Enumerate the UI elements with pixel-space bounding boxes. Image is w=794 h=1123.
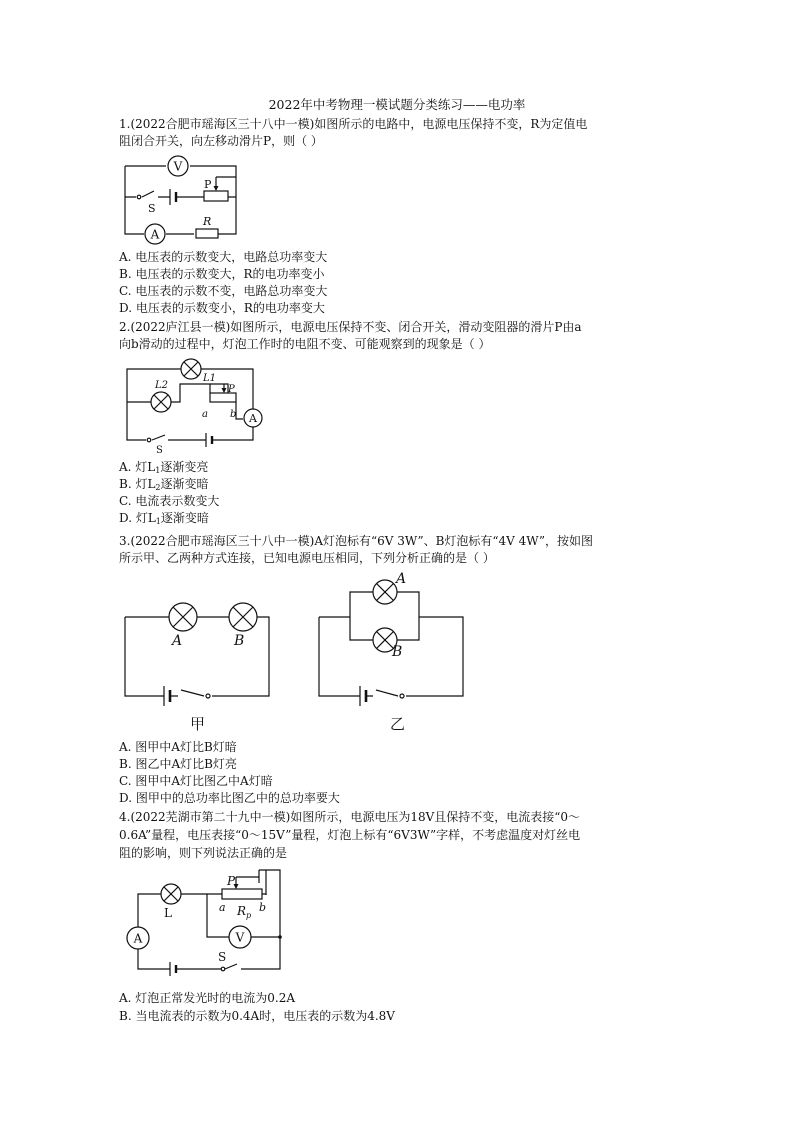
option-b: B. 电压表的示数变大，R的电功率变小 xyxy=(119,267,325,281)
svg-text:V: V xyxy=(173,159,183,174)
option-c: C. 电流表示数变大 xyxy=(119,494,220,508)
svg-text:A: A xyxy=(396,571,407,587)
svg-text:Rp: $R_p$ xyxy=(237,904,252,920)
option-c: C. 图甲中A灯比图乙中A灯暗 xyxy=(119,774,273,788)
svg-text:P: P xyxy=(204,178,212,191)
svg-text:L1: L1 xyxy=(203,373,217,384)
svg-text:b: b xyxy=(230,409,237,420)
circuit-diagram-1 xyxy=(118,150,248,245)
voltmeter-icon xyxy=(229,926,251,948)
caption-yi: 乙 xyxy=(390,715,406,733)
circuit-diagram-3-left xyxy=(118,595,278,733)
question-stem-line: 1.(2022合肥市瑶海区三十八中一模)如图所示的电路中，电源电压保持不变，R为定值电 xyxy=(119,117,588,131)
option-d: D. 电压表的示数变小，R的电功率变大 xyxy=(119,301,325,315)
question-stem-line: 0.6A”量程，电压表接“0～15V”量程，灯泡上标有“6V3W”字样，不考虑温度对灯丝电 xyxy=(119,828,581,842)
circuit-diagram-3-right xyxy=(312,572,472,732)
option-a: A. 灯$L_1$逐渐变亮 xyxy=(119,460,209,475)
svg-text:A: A xyxy=(172,633,183,649)
question-stem-line: 3.(2022合肥市瑶海区三十八中一模)A灯泡标有“6V 3W”、B灯泡标有“4V 4W”，按如图 xyxy=(119,534,593,548)
lamp-icon xyxy=(181,359,201,379)
svg-text:b: b xyxy=(259,901,267,914)
ammeter-icon xyxy=(127,927,149,949)
question-stem-line: 阻的影响，则下列说法正确的是 xyxy=(119,846,288,860)
voltmeter-icon xyxy=(168,156,188,176)
switch-icon xyxy=(206,694,210,698)
caption-jia: 甲 xyxy=(190,715,206,733)
option-c: C. 电压表的示数不变，电路总功率变大 xyxy=(119,284,328,298)
lamp-icon xyxy=(373,580,397,604)
switch-icon xyxy=(137,195,141,199)
svg-text:R: R xyxy=(203,215,212,228)
circuit-diagram-4 xyxy=(118,865,288,980)
page-title: 2022年中考物理一模试题分类练习——电功率 xyxy=(268,97,526,112)
svg-text:A: A xyxy=(133,931,143,946)
switch-icon xyxy=(147,438,151,442)
circuit-diagram-2 xyxy=(118,355,268,455)
option-b: B. 当电流表的示数为0.4A时，电压表的示数为4.8V xyxy=(119,1009,395,1023)
option-b: B. 灯$L_2$逐渐变暗 xyxy=(119,477,209,492)
lamp-icon xyxy=(151,392,171,412)
svg-text:A: A xyxy=(150,227,160,242)
option-d: D. 灯$L_1$逐渐变暗 xyxy=(119,511,209,526)
svg-text:S: S xyxy=(148,202,156,215)
svg-text:S: S xyxy=(156,445,163,456)
switch-icon xyxy=(221,967,225,971)
lamp-icon xyxy=(161,884,181,904)
lamp-icon xyxy=(169,603,197,631)
option-b: B. 图乙中A灯比B灯亮 xyxy=(119,757,237,771)
question-stem-line: 阻闭合开关，向左移动滑片P，则（ ） xyxy=(119,134,323,148)
lamp-icon xyxy=(229,603,257,631)
option-a: A. 电压表的示数变大，电路总功率变大 xyxy=(119,250,328,264)
ammeter-icon xyxy=(145,224,165,244)
svg-text:B: B xyxy=(392,644,403,660)
option-a: A. 灯泡正常发光时的电流为0.2A xyxy=(119,991,296,1005)
question-stem-line: 向b滑动的过程中，灯泡工作时的电阻不变、可能观察到的现象是（ ） xyxy=(119,337,491,351)
rheostat-icon xyxy=(204,191,228,201)
question-stem-line: 所示甲、乙两种方式连接，已知电源电压相同，下列分析正确的是（ ） xyxy=(119,551,495,565)
switch-icon xyxy=(400,694,404,698)
option-a: A. 图甲中A灯比B灯暗 xyxy=(119,740,237,754)
svg-text:B: B xyxy=(234,633,245,649)
svg-text:a: a xyxy=(219,901,226,914)
rheostat-icon xyxy=(222,889,262,899)
ammeter-icon xyxy=(244,409,262,427)
svg-text:a: a xyxy=(202,409,208,420)
svg-text:P: P xyxy=(228,384,235,395)
svg-text:S: S xyxy=(218,950,227,964)
question-stem-line: 2.(2022庐江县一模)如图所示，电源电压保持不变、闭合开关，滑动变阻器的滑片P由a xyxy=(119,320,582,334)
svg-text:L: L xyxy=(164,906,172,920)
svg-text:V: V xyxy=(235,930,245,945)
question-stem-line: 4.(2022芜湖市第二十九中一模)如图所示，电源电压为18V且保持不变，电流表接“0～ xyxy=(119,810,581,824)
svg-text:A: A xyxy=(249,412,257,425)
svg-text:L2: L2 xyxy=(155,380,169,391)
svg-text:P: P xyxy=(227,874,236,888)
option-d: D. 图甲中的总功率比图乙中的总功率要大 xyxy=(119,791,340,805)
resistor-icon xyxy=(196,229,218,238)
